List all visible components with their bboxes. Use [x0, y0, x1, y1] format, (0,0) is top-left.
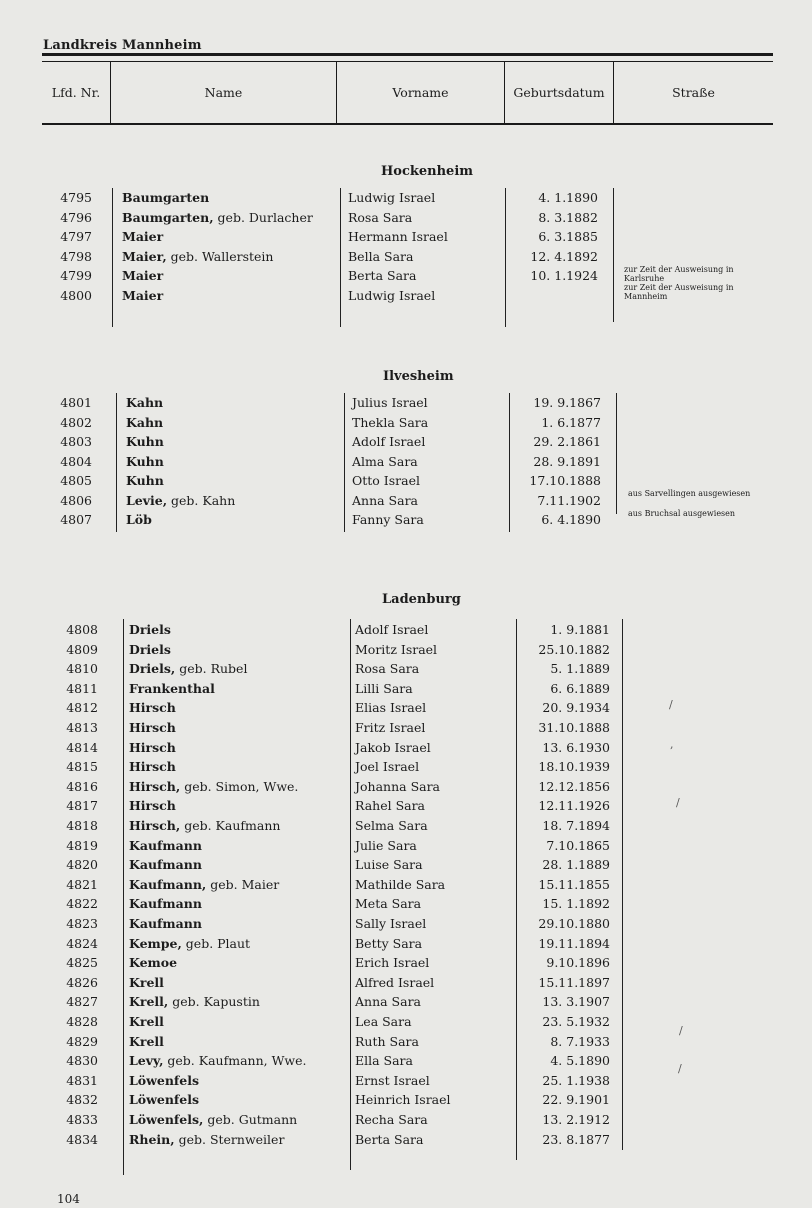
row-vorname: Anna Sara: [355, 994, 421, 1009]
surname: Maier,: [122, 249, 167, 264]
row-name: [129, 1034, 164, 1050]
row-vorname: Lilli Sara: [355, 681, 413, 696]
row-number: 4805: [60, 473, 92, 488]
row-vorname: Hermann Israel: [348, 229, 448, 244]
row-name: [126, 473, 164, 489]
row-geburtsdatum: 29. 2.1861: [533, 434, 601, 449]
row-name: [122, 210, 313, 226]
surname: Hirsch: [129, 740, 176, 755]
row-name: [129, 779, 298, 795]
row-name: [129, 700, 176, 716]
row-name: [122, 268, 163, 284]
row-geburtsdatum: 15. 1.1892: [542, 896, 610, 911]
row-name: [129, 975, 164, 991]
surname: Krell: [129, 1034, 164, 1049]
row-name: [129, 877, 279, 893]
row-name: [122, 229, 163, 245]
row-number: 4810: [66, 661, 98, 676]
surname: Löwenfels: [129, 1092, 200, 1107]
row-number: 4825: [66, 955, 98, 970]
surname: Levie,: [126, 493, 168, 508]
row-name: [126, 395, 163, 411]
column-rule: [516, 619, 517, 1160]
row-vorname: Lea Sara: [355, 1014, 412, 1029]
row-name: [129, 818, 280, 834]
row-vorname: Ludwig Israel: [348, 288, 436, 303]
surname: Levy,: [129, 1053, 164, 1068]
row-number: 4823: [66, 916, 98, 931]
row-name: [129, 916, 202, 932]
surname: Baumgarten,: [122, 210, 214, 225]
row-vorname: Moritz Israel: [355, 642, 438, 657]
margin-mark: /: [669, 698, 673, 711]
row-vorname: Ella Sara: [355, 1053, 413, 1068]
margin-mark: /: [679, 1024, 683, 1037]
row-number: 4811: [66, 681, 98, 696]
row-number: 4830: [66, 1053, 98, 1068]
row-vorname: Julie Sara: [355, 838, 417, 853]
row-geburtsdatum: 23. 8.1877: [542, 1132, 610, 1147]
row-number: 4815: [66, 759, 98, 774]
row-vorname: Adolf Israel: [352, 434, 426, 449]
surname: Hirsch: [129, 700, 176, 715]
row-geburtsdatum: 6. 3.1885: [538, 229, 598, 244]
row-geburtsdatum: 12. 4.1892: [530, 249, 598, 264]
surname: Kuhn: [126, 454, 164, 469]
surname: Kuhn: [126, 473, 164, 488]
name-suffix: geb. Simon, Wwe.: [180, 779, 299, 794]
col-header-strasse: Straße: [672, 85, 715, 100]
row-number: 4819: [66, 838, 98, 853]
row-geburtsdatum: 18. 7.1894: [542, 818, 610, 833]
row-name: [126, 454, 164, 470]
row-geburtsdatum: 6. 4.1890: [541, 512, 601, 527]
row-vorname: Recha Sara: [355, 1112, 428, 1127]
surname: Kaufmann: [129, 896, 202, 911]
surname: Rhein,: [129, 1132, 175, 1147]
row-name: [129, 740, 176, 756]
row-number: 4826: [66, 975, 98, 990]
row-number: 4827: [66, 994, 98, 1009]
surname: Hirsch: [129, 759, 176, 774]
row-number: 4816: [66, 779, 98, 794]
margin-mark: /: [678, 1062, 682, 1075]
row-vorname: Rosa Sara: [348, 210, 413, 225]
row-number: 4806: [60, 493, 92, 508]
row-name: [126, 512, 152, 528]
row-geburtsdatum: 12.12.1856: [538, 779, 610, 794]
surname: Kaufmann: [129, 838, 202, 853]
row-number: 4808: [66, 622, 98, 637]
row-vorname: Selma Sara: [355, 818, 428, 833]
surname: Krell: [129, 1014, 164, 1029]
row-geburtsdatum: 17.10.1888: [529, 473, 601, 488]
column-rule: [112, 188, 113, 327]
margin-mark: /: [676, 796, 680, 809]
surname: Baumgarten: [122, 190, 210, 205]
row-vorname: Alfred Israel: [355, 975, 435, 990]
row-geburtsdatum: 7.11.1902: [537, 493, 601, 508]
row-geburtsdatum: 12.11.1926: [538, 798, 610, 813]
row-geburtsdatum: 19. 9.1867: [533, 395, 601, 410]
row-name: [129, 720, 176, 736]
row-number: 4833: [66, 1112, 98, 1127]
row-number: 4814: [66, 740, 98, 755]
row-vorname: Ernst Israel: [355, 1073, 430, 1088]
region-title: Landkreis Mannheim: [43, 38, 202, 53]
row-vorname: Ludwig Israel: [348, 190, 436, 205]
name-suffix: geb. Kaufmann: [180, 818, 281, 833]
surname: Maier: [122, 288, 164, 303]
surname: Kaufmann,: [129, 877, 207, 892]
row-number: 4824: [66, 936, 98, 951]
row-geburtsdatum: 6. 6.1889: [550, 681, 610, 696]
row-vorname: Joel Israel: [355, 759, 420, 774]
section-title: Ladenburg: [382, 592, 461, 607]
row-geburtsdatum: 1. 6.1877: [541, 415, 601, 430]
row-geburtsdatum: 25. 1.1938: [542, 1073, 610, 1088]
row-number: 4817: [66, 798, 98, 813]
row-name: [126, 434, 164, 450]
column-rule: [622, 619, 623, 1150]
row-number: 4799: [60, 268, 92, 283]
row-vorname: Johanna Sara: [355, 779, 441, 794]
row-vorname: Ruth Sara: [355, 1034, 419, 1049]
row-vorname: Betty Sara: [355, 936, 423, 951]
surname: Kahn: [126, 415, 164, 430]
name-suffix: geb. Rubel: [175, 661, 248, 676]
row-name: [129, 857, 202, 873]
row-name: [126, 415, 163, 431]
name-suffix: geb. Gutmann: [203, 1112, 298, 1127]
surname: Kaufmann: [129, 857, 202, 872]
column-rule: [123, 619, 124, 1175]
row-name: [129, 642, 171, 658]
row-note: aus Bruchsal ausgewiesen: [628, 509, 736, 518]
margin-mark: ,: [670, 738, 674, 751]
row-geburtsdatum: 15.11.1855: [538, 877, 610, 892]
row-geburtsdatum: 7.10.1865: [546, 838, 610, 853]
section-title: Hockenheim: [381, 164, 474, 179]
surname: Hirsch,: [129, 779, 181, 794]
row-number: 4809: [66, 642, 98, 657]
section-title: Ilvesheim: [383, 369, 454, 384]
row-vorname: Julius Israel: [352, 395, 428, 410]
row-geburtsdatum: 19.11.1894: [538, 936, 610, 951]
col-header-geburtsdatum: Geburtsdatum: [513, 85, 605, 100]
row-number: 4828: [66, 1014, 98, 1029]
row-vorname: Rahel Sara: [355, 798, 426, 813]
name-suffix: geb. Durlacher: [213, 210, 313, 225]
row-number: 4797: [60, 229, 92, 244]
row-vorname: Otto Israel: [352, 473, 420, 488]
row-geburtsdatum: 28. 1.1889: [542, 857, 610, 872]
surname: Kahn: [126, 395, 164, 410]
row-vorname: Alma Sara: [352, 454, 418, 469]
row-number: 4829: [66, 1034, 98, 1049]
row-name: [126, 493, 235, 509]
row-geburtsdatum: 4. 1.1890: [538, 190, 598, 205]
column-rule: [116, 393, 117, 532]
row-number: 4831: [66, 1073, 98, 1088]
row-geburtsdatum: 10. 1.1924: [530, 268, 598, 283]
row-vorname: Luise Sara: [355, 857, 423, 872]
row-geburtsdatum: 8. 7.1933: [550, 1034, 610, 1049]
column-rule: [509, 393, 510, 532]
row-vorname: Adolf Israel: [355, 622, 429, 637]
row-name: [122, 190, 209, 206]
row-geburtsdatum: 22. 9.1901: [542, 1092, 610, 1107]
row-geburtsdatum: 1. 9.1881: [550, 622, 610, 637]
row-number: 4796: [60, 210, 92, 225]
row-vorname: Bella Sara: [348, 249, 414, 264]
row-number: 4803: [60, 434, 92, 449]
surname: Kaufmann: [129, 916, 202, 931]
row-name: [122, 249, 273, 265]
row-geburtsdatum: 13. 2.1912: [542, 1112, 610, 1127]
surname: Driels: [129, 642, 171, 657]
row-number: 4802: [60, 415, 92, 430]
row-geburtsdatum: 13. 6.1930: [542, 740, 610, 755]
row-geburtsdatum: 5. 1.1889: [550, 661, 610, 676]
page-number: 104: [57, 1192, 80, 1206]
surname: Maier: [122, 268, 164, 283]
surname: Krell: [129, 975, 164, 990]
row-geburtsdatum: 25.10.1882: [538, 642, 610, 657]
name-suffix: geb. Sternweiler: [174, 1132, 285, 1147]
row-geburtsdatum: 15.11.1897: [538, 975, 610, 990]
row-name: [129, 994, 260, 1010]
row-geburtsdatum: 9.10.1896: [546, 955, 610, 970]
header-rule-bottom: [42, 123, 773, 125]
row-name: [129, 661, 247, 677]
row-number: 4818: [66, 818, 98, 833]
row-name: [129, 1014, 164, 1030]
row-name: [129, 1112, 297, 1128]
surname: Driels,: [129, 661, 176, 676]
surname: Krell,: [129, 994, 169, 1009]
row-geburtsdatum: 20. 9.1934: [542, 700, 610, 715]
column-rule: [616, 393, 617, 514]
surname: Löwenfels: [129, 1073, 200, 1088]
row-number: 4820: [66, 857, 98, 872]
surname: Kempe,: [129, 936, 182, 951]
surname: Kemoe: [129, 955, 178, 970]
row-geburtsdatum: 29.10.1880: [538, 916, 610, 931]
column-rule: [340, 188, 341, 327]
row-geburtsdatum: 28. 9.1891: [533, 454, 601, 469]
row-geburtsdatum: 4. 5.1890: [550, 1053, 610, 1068]
row-vorname: Elias Israel: [355, 700, 427, 715]
row-number: 4801: [60, 395, 92, 410]
row-vorname: Erich Israel: [355, 955, 430, 970]
row-vorname: Anna Sara: [352, 493, 418, 508]
row-geburtsdatum: 18.10.1939: [538, 759, 610, 774]
row-name: [129, 759, 176, 775]
row-name: [129, 1092, 199, 1108]
row-vorname: Jakob Israel: [355, 740, 431, 755]
row-number: 4821: [66, 877, 98, 892]
row-number: 4832: [66, 1092, 98, 1107]
column-rule: [344, 393, 345, 532]
row-vorname: Heinrich Israel: [355, 1092, 451, 1107]
row-name: [129, 955, 177, 971]
row-name: [129, 838, 202, 854]
row-number: 4822: [66, 896, 98, 911]
row-vorname: Fanny Sara: [352, 512, 424, 527]
name-suffix: geb. Kaufmann, Wwe.: [163, 1053, 307, 1068]
column-rule: [505, 188, 506, 327]
surname: Driels: [129, 622, 171, 637]
row-note: zur Zeit der Ausweisung in Mannheim: [624, 283, 734, 301]
row-name: [129, 798, 176, 814]
surname: Hirsch,: [129, 818, 181, 833]
name-suffix: geb. Kapustin: [168, 994, 260, 1009]
row-name: [129, 1073, 199, 1089]
name-suffix: geb. Kahn: [167, 493, 236, 508]
row-number: 4834: [66, 1132, 98, 1147]
row-vorname: Fritz Israel: [355, 720, 426, 735]
surname: Hirsch: [129, 798, 176, 813]
row-name: [129, 681, 215, 697]
col-header-nr: Lfd. Nr.: [51, 85, 101, 100]
row-vorname: Berta Sara: [355, 1132, 424, 1147]
row-name: [122, 288, 163, 304]
surname: Löb: [126, 512, 152, 527]
row-vorname: Meta Sara: [355, 896, 422, 911]
row-number: 4795: [60, 190, 92, 205]
row-geburtsdatum: 31.10.1888: [538, 720, 610, 735]
row-number: 4813: [66, 720, 98, 735]
row-vorname: Berta Sara: [348, 268, 417, 283]
surname: Kuhn: [126, 434, 164, 449]
row-number: 4800: [60, 288, 92, 303]
row-number: 4807: [60, 512, 92, 527]
surname: Löwenfels,: [129, 1112, 204, 1127]
column-rule: [350, 619, 351, 1170]
row-geburtsdatum: 13. 3.1907: [542, 994, 610, 1009]
row-geburtsdatum: 8. 3.1882: [538, 210, 598, 225]
row-note: zur Zeit der Ausweisung in Karlsruhe: [624, 265, 734, 283]
row-note: aus Sarvellingen ausgewiesen: [628, 489, 751, 498]
row-vorname: Sally Israel: [355, 916, 427, 931]
surname: Frankenthal: [129, 681, 215, 696]
surname: Maier: [122, 229, 164, 244]
row-name: [129, 936, 250, 952]
row-vorname: Rosa Sara: [355, 661, 420, 676]
row-number: 4804: [60, 454, 92, 469]
name-suffix: geb. Plaut: [181, 936, 251, 951]
row-vorname: Mathilde Sara: [355, 877, 446, 892]
row-number: 4798: [60, 249, 92, 264]
row-number: 4812: [66, 700, 98, 715]
col-header-vorname: Vorname: [392, 85, 449, 100]
row-vorname: Thekla Sara: [352, 415, 429, 430]
row-geburtsdatum: 23. 5.1932: [542, 1014, 610, 1029]
name-suffix: geb. Wallerstein: [166, 249, 274, 264]
row-name: [129, 1132, 284, 1148]
header-rule-top: [42, 53, 773, 56]
name-suffix: geb. Maier: [206, 877, 280, 892]
col-header-name: Name: [204, 85, 243, 100]
surname: Hirsch: [129, 720, 176, 735]
row-name: [129, 1053, 307, 1069]
row-name: [129, 622, 171, 638]
row-name: [129, 896, 202, 912]
column-rule: [613, 188, 614, 322]
